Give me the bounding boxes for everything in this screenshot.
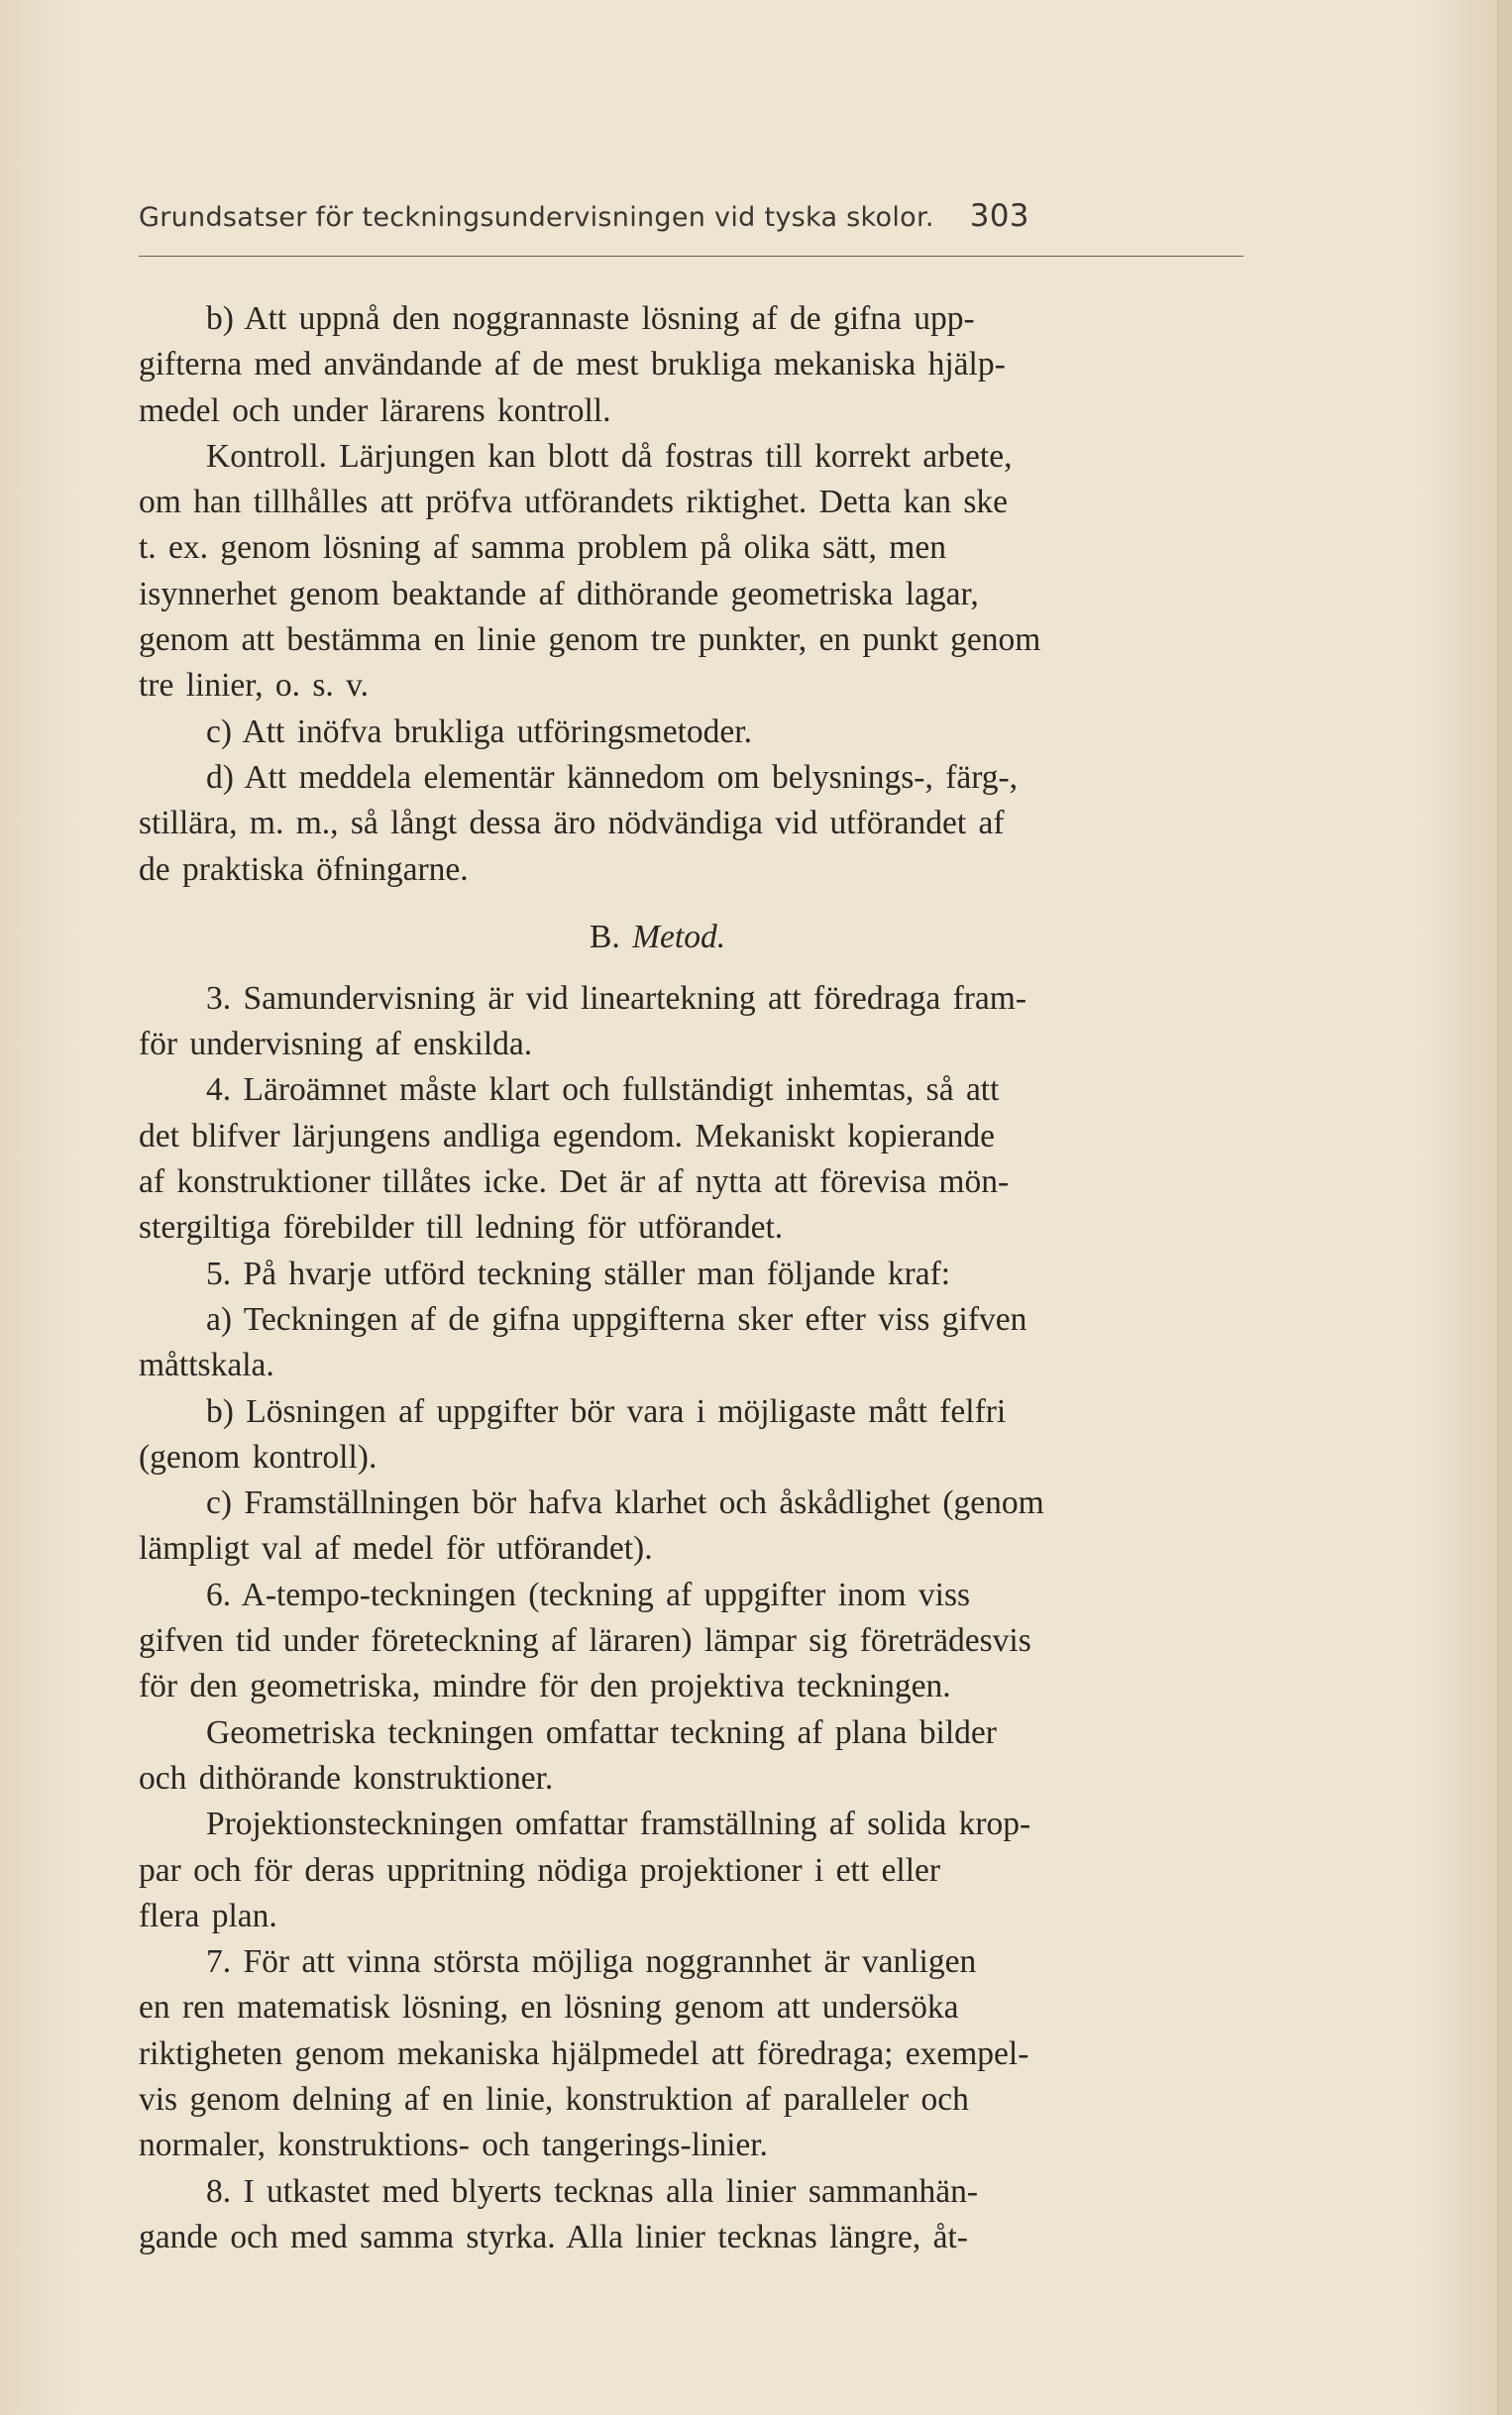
text-line: c) Framställningen bör hafva klarhet och åskådlighet (genom <box>206 1484 1044 1522</box>
text-line: 7. För att vinna största möjliga noggrannhet är vanligen <box>206 1943 977 1981</box>
text-line: 8. I utkastet med blyerts tecknas alla linier sammanhän- <box>206 2172 978 2210</box>
text-line: 5. På hvarje utförd teckning ställer man följande kraf: <box>206 1255 951 1292</box>
text-line: t. ex. genom lösning af samma problem på olika sätt, men <box>139 529 946 567</box>
text-line: för undervisning af enskilda. <box>139 1026 533 1063</box>
text-line: 6. A-tempo-teckningen (teckning af uppgifter inom viss <box>206 1576 971 1613</box>
text-line: gande och med samma styrka. Alla linier tecknas längre, åt- <box>139 2218 968 2255</box>
text-line: par och för deras uppritning nödiga projektioner i ett eller <box>139 1851 941 1889</box>
text-line: af konstruktioner tillåtes icke. Det är af nytta att förevisa mön- <box>139 1163 1010 1201</box>
text-line: de praktiska öfningarne. <box>139 850 469 888</box>
text-line: om han tillhålles att pröfva utförandets riktighet. Detta kan ske <box>139 484 1008 521</box>
text-line: stergiltiga förebilder till ledning för utförandet. <box>139 1209 784 1247</box>
text-line: (genom kontroll). <box>139 1438 378 1476</box>
text-line: flera plan. <box>139 1897 277 1934</box>
text-line: gifven tid under företeckning af läraren) lämpar sig företrädesvis <box>139 1622 1031 1660</box>
text-line: det blifver lärjungens andliga egendom. Mekaniskt kopierande <box>139 1117 996 1154</box>
text-line: tre linier, o. s. v. <box>139 667 370 705</box>
section-letter: B. <box>590 918 620 955</box>
text-line: isynnerhet genom beaktande af dithörande geometriska lagar, <box>139 575 979 612</box>
text-line: Kontroll. Lärjungen kan blott då fostras till korrekt arbete, <box>206 437 1013 475</box>
header-rule <box>139 256 1243 257</box>
text-line: stillära, m. m., så långt dessa äro nödvändiga vid utförandet af <box>139 805 1005 842</box>
text-line: b) Att uppnå den noggrannaste lösning af de gifna upp- <box>206 300 975 337</box>
text-line: 3. Samundervisning är vid lineartekning att föredraga fram- <box>206 979 1027 1017</box>
text-line: vis genom delning af en linie, konstruktion af paralleler och <box>139 2080 969 2118</box>
text-line: medel och under lärarens kontroll. <box>139 391 611 429</box>
body-text <box>139 296 1253 2260</box>
page-number: 303 <box>969 198 1029 234</box>
section-heading <box>139 893 1253 976</box>
text-line: en ren matematisk lösning, en lösning genom att undersöka <box>139 1989 959 2027</box>
text-line: gifterna med användande af de mest brukliga mekaniska hjälp- <box>139 346 1006 384</box>
book-page <box>139 198 1253 2260</box>
text-line: riktigheten genom mekaniska hjälpmedel att föredraga; exempel- <box>139 2034 1029 2072</box>
page-edge-strip <box>1497 0 1512 2415</box>
text-line: Projektionsteckningen omfattar framställning af solida krop- <box>206 1806 1031 1843</box>
running-head-title: Grundsatser för teckningsundervisningen vid tyska skolor. <box>139 202 934 233</box>
text-line: b) Lösningen af uppgifter bör vara i möjligaste mått felfri <box>206 1392 1007 1430</box>
text-line: a) Teckningen af de gifna uppgifterna sker efter viss gifven <box>206 1300 1027 1338</box>
text-line: för den geometriska, mindre för den projektiva teckningen. <box>139 1668 951 1705</box>
running-head <box>139 198 1253 252</box>
section-title: Metod. <box>632 918 726 955</box>
text-line: normaler, konstruktions- och tangerings-linier. <box>139 2127 768 2164</box>
text-line: d) Att meddela elementär kännedom om belysnings-, färg-, <box>206 758 1019 796</box>
text-line: c) Att inöfva brukliga utföringsmetoder. <box>206 713 752 750</box>
text-line: 4. Läroämnet måste klart och fullständigt inhemtas, så att <box>206 1071 1000 1109</box>
text-line: lämpligt val af medel för utförandet). <box>139 1530 653 1568</box>
text-line: genom att bestämma en linie genom tre punkter, en punkt genom <box>139 621 1041 659</box>
text-line: måttskala. <box>139 1347 274 1384</box>
text-line: Geometriska teckningen omfattar teckning af plana bilder <box>206 1713 997 1751</box>
text-line: och dithörande konstruktioner. <box>139 1759 554 1797</box>
